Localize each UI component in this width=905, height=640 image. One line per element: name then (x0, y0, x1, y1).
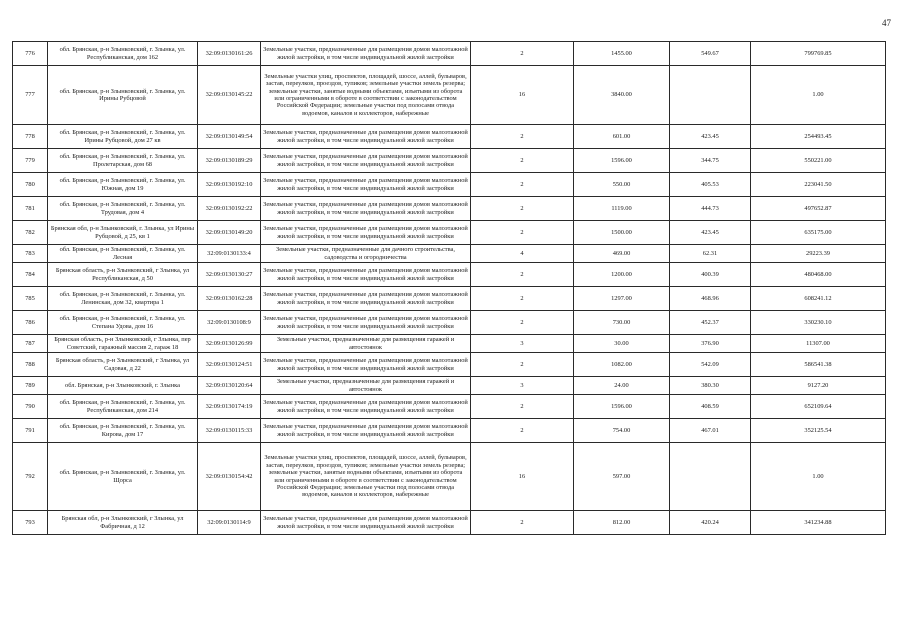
table-row (13, 245, 886, 263)
specific-value-cell: 467.01 (670, 419, 751, 443)
area-cell: 3840.00 (574, 66, 670, 125)
address-cell: обл. Брянская, р-н Злынковский, г. Злынка, ул. Ленинская, дом 32, квартира 1 (48, 287, 198, 311)
row-number-cell: 785 (13, 287, 48, 311)
land-use-cell: Земельные участки, предназначенные для размещения домов малоэтажной жилой застройки, в том числе индивидуальной жилой застройки (261, 419, 471, 443)
area-cell: 469.00 (574, 245, 670, 263)
address-cell: Брянская область, р-н Злынковский, г Злынка, ул Садовая, д 22 (48, 353, 198, 377)
group-number-cell: 2 (471, 125, 574, 149)
row-number-cell: 787 (13, 335, 48, 353)
cadastral-value-cell: 254493.45 (751, 125, 886, 149)
page-number: 47 (882, 18, 891, 28)
group-number-cell: 2 (471, 353, 574, 377)
address-cell: Брянская обл, р-н Злынковский, г Злынка, ул Фабричная, д 12 (48, 511, 198, 535)
land-use-cell: Земельные участки, предназначенные для размещения домов малоэтажной жилой застройки, в том числе индивидуальной жилой застройки (261, 311, 471, 335)
table-row (13, 287, 886, 311)
table-row (13, 311, 886, 335)
address-cell: обл. Брянская, р-н Злынковский, г. Злынка, ул. Лесная (48, 245, 198, 263)
group-number-cell: 2 (471, 197, 574, 221)
land-use-cell: Земельные участки, предназначенные для размещения домов малоэтажной жилой застройки, в том числе индивидуальной жилой застройки (261, 263, 471, 287)
cadastral-number-cell: 32:09:0130115:33 (198, 419, 261, 443)
land-use-cell: Земельные участки, предназначенные для размещения гаражей и автостоянок (261, 335, 471, 353)
land-use-cell: Земельные участки, предназначенные для размещения домов малоэтажной жилой застройки, в том числе индивидуальной жилой застройки (261, 125, 471, 149)
row-number-cell: 776 (13, 42, 48, 66)
cadastral-value-cell: 586541.38 (751, 353, 886, 377)
address-cell: обл. Брянская, р-н Злынковский, г. Злынка, ул. Степана Удова, дом 16 (48, 311, 198, 335)
address-cell: обл. Брянская, р-н Злынковский, г. Злынка, ул. Пролетарская, дом 68 (48, 149, 198, 173)
specific-value-cell: 376.90 (670, 335, 751, 353)
address-cell: Брянская область, р-н Злынковский, г Злынка, пер Советский, гаражный массив 2, гараж 18 (48, 335, 198, 353)
area-cell: 601.00 (574, 125, 670, 149)
table-row (13, 221, 886, 245)
address-cell: обл. Брянская, р-н Злынковский, г. Злынка, ул. Республиканская, дом 214 (48, 395, 198, 419)
land-use-cell: Земельные участки, предназначенные для размещения домов малоэтажной жилой застройки, в том числе индивидуальной жилой застройки (261, 287, 471, 311)
address-cell: обл. Брянская, р-н Злынковский, г. Злынка, ул. Кирова, дом 17 (48, 419, 198, 443)
land-use-cell: Земельные участки, предназначенные для размещения домов малоэтажной жилой застройки, в том числе индивидуальной жилой застройки (261, 221, 471, 245)
address-cell: Брянская область, р-н Злынковский, г Злынка, ул Республиканская, д 50 (48, 263, 198, 287)
cadastral-value-cell: 1.00 (751, 443, 886, 511)
row-number-cell: 791 (13, 419, 48, 443)
area-cell: 30.00 (574, 335, 670, 353)
group-number-cell: 3 (471, 377, 574, 395)
address-cell: обл. Брянская, р-н Злынковский, г. Злынка, ул. Ирины Рубцовой (48, 66, 198, 125)
cadastral-value-cell: 635175.00 (751, 221, 886, 245)
row-number-cell: 780 (13, 173, 48, 197)
specific-value-cell: 420.24 (670, 511, 751, 535)
specific-value-cell: 468.96 (670, 287, 751, 311)
cadastral-value-cell: 330230.10 (751, 311, 886, 335)
address-cell: обл. Брянская, р-н Злынковский, г. Злынка, ул. Трудовая, дом 4 (48, 197, 198, 221)
table-row (13, 197, 886, 221)
cadastral-number-cell: 32:09:0130154:42 (198, 443, 261, 511)
area-cell: 754.00 (574, 419, 670, 443)
cadastral-number-cell: 32:09:0130124:51 (198, 353, 261, 377)
cadastral-number-cell: 32:09:0130174:19 (198, 395, 261, 419)
cadastral-number-cell: 32:09:0130145:22 (198, 66, 261, 125)
specific-value-cell: 408.59 (670, 395, 751, 419)
land-use-cell: Земельные участки, предназначенные для размещения домов малоэтажной жилой застройки, в том числе индивидуальной жилой застройки (261, 42, 471, 66)
cadastral-value-cell: 29223.39 (751, 245, 886, 263)
land-use-cell: Земельные участки, предназначенные для размещения домов малоэтажной жилой застройки, в том числе индивидуальной жилой застройки (261, 197, 471, 221)
table-row (13, 353, 886, 377)
area-cell: 730.00 (574, 311, 670, 335)
cadastral-value-cell: 341234.88 (751, 511, 886, 535)
table-row (13, 377, 886, 395)
address-cell: Брянская обл, р-н Злынковский, г. Злынка, ул Ирины Рубцовой, д 25, кв 1 (48, 221, 198, 245)
cadastral-number-cell: 32:09:0130149:20 (198, 221, 261, 245)
cadastral-number-cell: 32:09:0130133:4 (198, 245, 261, 263)
cadastral-value-cell: 652109.64 (751, 395, 886, 419)
specific-value-cell: 423.45 (670, 125, 751, 149)
address-cell: обл. Брянская, р-н Злынковский, г. Злынка, ул. Республиканская, дом 162 (48, 42, 198, 66)
area-cell: 1500.00 (574, 221, 670, 245)
group-number-cell: 4 (471, 245, 574, 263)
cadastral-number-cell: 32:09:0130192:22 (198, 197, 261, 221)
land-use-cell: Земельные участки улиц, проспектов, площадей, шоссе, аллей, бульваров, застав, переулков, проездов, тупиков; земельные участки земель резерва; земельные участки, занятые водными объектами, изъятыми из оборота или ограниченными в обороте в соответствии с законодательством Российской Федерации; земельные участки под полосами отвода водоемов, каналов и коллекторов, набережные (261, 66, 471, 125)
group-number-cell: 16 (471, 66, 574, 125)
area-cell: 1297.00 (574, 287, 670, 311)
cadastral-value-cell: 550221.00 (751, 149, 886, 173)
row-number-cell: 789 (13, 377, 48, 395)
table-row (13, 42, 886, 66)
group-number-cell: 3 (471, 335, 574, 353)
table-row (13, 443, 886, 511)
group-number-cell: 2 (471, 42, 574, 66)
address-cell: обл. Брянская, р-н Злынковский, г. Злынка (48, 377, 198, 395)
group-number-cell: 2 (471, 311, 574, 335)
land-registry-table (12, 41, 886, 535)
land-use-cell: Земельные участки, предназначенные для дачного строительства, садоводства и огородничества (261, 245, 471, 263)
table-body (13, 42, 886, 535)
cadastral-value-cell: 9127.20 (751, 377, 886, 395)
table-row (13, 149, 886, 173)
cadastral-value-cell: 223041.50 (751, 173, 886, 197)
row-number-cell: 782 (13, 221, 48, 245)
address-cell: обл. Брянская, р-н Злынковский, г. Злынка, ул. Ирины Рубцовой, дом 27 кв (48, 125, 198, 149)
land-use-cell: Земельные участки улиц, проспектов, площадей, шоссе, аллей, бульваров, застав, переулков, проездов, тупиков; земельные участки земель резерва; земельные участки, занятые водными объектами, изъятыми из оборота или ограниченными в обороте в соответствии с законодательством Российской Федерации; земельные участки под полосами отвода водоемов, каналов и коллекторов, набережные (261, 443, 471, 511)
specific-value-cell (670, 443, 751, 511)
area-cell: 1596.00 (574, 395, 670, 419)
group-number-cell: 2 (471, 173, 574, 197)
group-number-cell: 2 (471, 263, 574, 287)
area-cell: 1119.00 (574, 197, 670, 221)
area-cell: 1200.00 (574, 263, 670, 287)
table-row (13, 335, 886, 353)
group-number-cell: 2 (471, 287, 574, 311)
group-number-cell: 2 (471, 419, 574, 443)
row-number-cell: 784 (13, 263, 48, 287)
specific-value-cell: 549.67 (670, 42, 751, 66)
row-number-cell: 792 (13, 443, 48, 511)
group-number-cell: 2 (471, 221, 574, 245)
area-cell: 24.00 (574, 377, 670, 395)
group-number-cell: 2 (471, 149, 574, 173)
cadastral-value-cell: 608241.12 (751, 287, 886, 311)
table-row (13, 511, 886, 535)
cadastral-number-cell: 32:09:0130192:10 (198, 173, 261, 197)
address-cell: обл. Брянская, р-н Злынковский, г. Злынка, ул. Южная, дом 19 (48, 173, 198, 197)
specific-value-cell: 452.37 (670, 311, 751, 335)
row-number-cell: 781 (13, 197, 48, 221)
area-cell: 597.00 (574, 443, 670, 511)
land-use-cell: Земельные участки, предназначенные для размещения гаражей и автостоянок (261, 377, 471, 395)
row-number-cell: 783 (13, 245, 48, 263)
row-number-cell: 788 (13, 353, 48, 377)
land-use-cell: Земельные участки, предназначенные для размещения домов малоэтажной жилой застройки, в том числе индивидуальной жилой застройки (261, 149, 471, 173)
land-use-cell: Земельные участки, предназначенные для размещения домов малоэтажной жилой застройки, в том числе индивидуальной жилой застройки (261, 511, 471, 535)
specific-value-cell: 405.53 (670, 173, 751, 197)
cadastral-value-cell: 352125.54 (751, 419, 886, 443)
table-row (13, 173, 886, 197)
specific-value-cell: 344.75 (670, 149, 751, 173)
group-number-cell: 2 (471, 395, 574, 419)
specific-value-cell: 380.30 (670, 377, 751, 395)
row-number-cell: 793 (13, 511, 48, 535)
cadastral-number-cell: 32:09:0130120:64 (198, 377, 261, 395)
cadastral-number-cell: 32:09:0130126:99 (198, 335, 261, 353)
cadastral-value-cell: 480468.00 (751, 263, 886, 287)
area-cell: 1455.00 (574, 42, 670, 66)
address-cell: обл. Брянская, р-н Злынковский, г. Злынка, ул. Щорса (48, 443, 198, 511)
cadastral-value-cell: 497652.87 (751, 197, 886, 221)
table-row (13, 66, 886, 125)
cadastral-number-cell: 32:09:0130149:54 (198, 125, 261, 149)
group-number-cell: 2 (471, 511, 574, 535)
cadastral-number-cell: 32:09:0130161:26 (198, 42, 261, 66)
area-cell: 812.00 (574, 511, 670, 535)
table-row (13, 263, 886, 287)
land-use-cell: Земельные участки, предназначенные для размещения домов малоэтажной жилой застройки, в том числе индивидуальной жилой застройки (261, 353, 471, 377)
cadastral-number-cell: 32:09:0130108:9 (198, 311, 261, 335)
cadastral-value-cell: 11307.00 (751, 335, 886, 353)
cadastral-number-cell: 32:09:0130114:9 (198, 511, 261, 535)
table-row (13, 125, 886, 149)
row-number-cell: 786 (13, 311, 48, 335)
specific-value-cell: 423.45 (670, 221, 751, 245)
land-use-cell: Земельные участки, предназначенные для размещения домов малоэтажной жилой застройки, в том числе индивидуальной жилой застройки (261, 173, 471, 197)
area-cell: 550.00 (574, 173, 670, 197)
cadastral-number-cell: 32:09:0130189:29 (198, 149, 261, 173)
cadastral-number-cell: 32:09:0130130:27 (198, 263, 261, 287)
group-number-cell: 16 (471, 443, 574, 511)
specific-value-cell (670, 66, 751, 125)
specific-value-cell: 542.09 (670, 353, 751, 377)
area-cell: 1596.00 (574, 149, 670, 173)
row-number-cell: 777 (13, 66, 48, 125)
cadastral-number-cell: 32:09:0130162:28 (198, 287, 261, 311)
specific-value-cell: 444.73 (670, 197, 751, 221)
table-row (13, 419, 886, 443)
row-number-cell: 778 (13, 125, 48, 149)
cadastral-value-cell: 799769.85 (751, 42, 886, 66)
table-row (13, 395, 886, 419)
specific-value-cell: 62.31 (670, 245, 751, 263)
cadastral-value-cell: 1.00 (751, 66, 886, 125)
row-number-cell: 790 (13, 395, 48, 419)
row-number-cell: 779 (13, 149, 48, 173)
area-cell: 1082.00 (574, 353, 670, 377)
land-use-cell: Земельные участки, предназначенные для размещения домов малоэтажной жилой застройки, в том числе индивидуальной жилой застройки (261, 395, 471, 419)
specific-value-cell: 400.39 (670, 263, 751, 287)
